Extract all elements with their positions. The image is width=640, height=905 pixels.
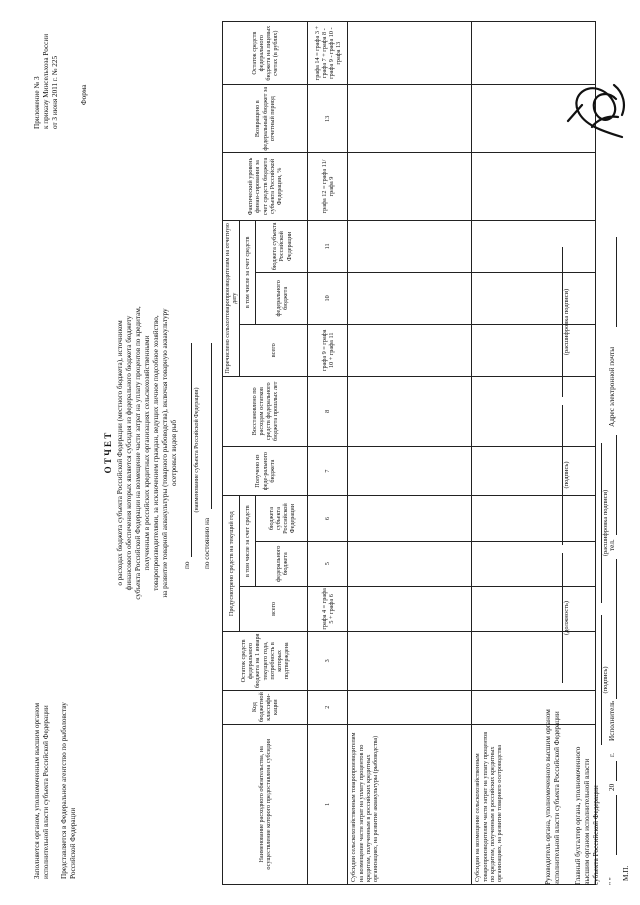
appendix-number: Приложение № 3 xyxy=(33,76,41,129)
table-cell[interactable] xyxy=(472,153,596,221)
head-decode-caption: (расшифровка подписи) xyxy=(563,288,570,356)
col-header-planned: Предусмотрено средств на текущий год xyxy=(223,496,240,632)
col-header-transferred-all: всего xyxy=(240,324,308,376)
header-left-line4: Российской Федерации xyxy=(69,807,77,879)
col-header-received: Получено из феде-рального бюджета xyxy=(223,446,308,496)
table-cell[interactable] xyxy=(472,220,596,272)
table-cell[interactable] xyxy=(348,496,472,541)
col-header-transferred-reg: бюджета субъекта Российской Федерации xyxy=(256,220,308,272)
col-header-returned: Возвращено в федеральный бюджет за отчетный период xyxy=(223,85,308,153)
column-number: 7 xyxy=(308,446,348,496)
date-year: 20 xyxy=(608,783,616,791)
title-line2: финансового обеспечения которых является субсидия из федерального бюджета бюджету xyxy=(125,315,133,591)
col-header-balance: Остаток средств федерального бюджета на 1 января текущего года, потребность в которых подтверждена xyxy=(223,632,308,691)
column-number: 3 xyxy=(308,632,348,691)
table-cell[interactable] xyxy=(348,153,472,221)
col-header-planned-fed: федерального бюджета xyxy=(256,541,308,586)
accountant-sign-caption: (подпись) xyxy=(602,666,609,694)
table-cell[interactable] xyxy=(472,496,596,541)
email-line[interactable] xyxy=(616,237,617,327)
table-cell[interactable] xyxy=(348,586,472,631)
table-cell[interactable] xyxy=(348,541,472,586)
column-number: 8 xyxy=(308,376,348,446)
col-header-transferred: Перечислено сельхозтоваропроизводителям на отчетную дату xyxy=(223,220,240,376)
table-cell[interactable] xyxy=(348,22,472,85)
date-year-line[interactable] xyxy=(616,761,617,781)
email-label: Адрес электронной почты xyxy=(608,346,616,427)
col-header-remaining: Остаток средств федерального бюджета на лицевых счетах (в рублях) xyxy=(223,22,308,85)
title-line6: на развитие товарной аквакультуры (товарного рыбоводства), включая товарную аквакультуру xyxy=(161,308,169,598)
stamp-label: М.П. xyxy=(622,865,630,881)
executor-line[interactable] xyxy=(616,559,617,699)
table-cell[interactable] xyxy=(472,272,596,324)
col-header-transferred-incl: в том числе за счет средств xyxy=(240,220,256,324)
table-cell[interactable] xyxy=(472,324,596,376)
column-number: графа 12 = графа 11/графа 9 xyxy=(308,153,348,221)
table-cell[interactable] xyxy=(472,446,596,496)
form-label: Форма xyxy=(80,84,88,105)
date-line xyxy=(211,343,212,509)
table-cell[interactable] xyxy=(348,446,472,496)
col-header-obligation: Наименование расходного обязательства, на осуществление которого предоставлена субсидия xyxy=(223,724,308,884)
col-header-planned-incl: в том числе за счет средств xyxy=(240,496,256,586)
column-number: 11 xyxy=(308,220,348,272)
appendix-order: к приказу Минсельхоза России xyxy=(42,33,50,129)
report-table xyxy=(222,21,596,885)
table-cell[interactable] xyxy=(472,541,596,586)
col-header-transferred-fed: федерального бюджета xyxy=(256,272,308,324)
column-number: графа 9 = графа 10 + графа 11 xyxy=(308,324,348,376)
accountant-line3: субъекта Российской Федерации xyxy=(592,785,600,885)
col-header-funding-level: Фактический уровень финан-сирования за счет средств бюджета субъекта Российской Федерации, % xyxy=(223,153,308,221)
col-header-planned-reg: бюджета субъекта Российской Федерации xyxy=(256,496,308,541)
header-left-line2: исполнительной власти субъекта Российской Федерации xyxy=(42,705,50,879)
column-number: 13 xyxy=(308,85,348,153)
head-sign-caption: (подпись) xyxy=(563,461,570,489)
title-line4: полученным в российских кредитных организациях сельскохозяйственными xyxy=(143,335,151,571)
accountant-decode-caption: (расшифровка подписи) xyxy=(602,489,609,557)
table-cell[interactable] xyxy=(348,220,472,272)
accountant-line1: Главный бухгалтер органа, уполномоченного xyxy=(574,746,582,885)
date-label: по состоянию на xyxy=(203,517,211,569)
tel-line[interactable] xyxy=(616,435,617,535)
table-cell[interactable] xyxy=(348,85,472,153)
executor-label: Исполнитель xyxy=(608,700,616,741)
column-number: 2 xyxy=(308,690,348,724)
table-cell[interactable] xyxy=(348,690,472,724)
subject-prefix: по xyxy=(183,561,191,569)
date-month-line[interactable] xyxy=(616,795,617,855)
row-label-aquaculture: Субсидии сельскохозяйственным товаропроизводителям на возмещение части затрат на уплату процентов по кредитам, полученным в российских кредитных организациях, на развитие аквакультуры (рыбоводства) xyxy=(348,724,472,884)
title-line1: о расходах бюджета субъекта Российской Федерации (местного бюджета), источником xyxy=(116,320,124,586)
table-cell[interactable] xyxy=(472,376,596,446)
table-cell[interactable] xyxy=(348,324,472,376)
subject-line xyxy=(191,343,192,557)
appendix-date: от 3 июня 2011 г. № 225 xyxy=(51,55,59,129)
head-title-line1: Руководитель органа, уполномоченного высшим органом xyxy=(544,709,552,885)
table-cell[interactable] xyxy=(472,690,596,724)
title-line7: осетровых видов рыб xyxy=(170,419,178,487)
header-left-line3: Представляется в Федеральное агентство по рыболовству xyxy=(60,702,68,879)
row-label-sturgeon: Субсидии на возмещение сельскохозяйственным товаропроизводителям части затрат на уплату процентов по кредитам, полученным в российских кредитных организациях, на развитие товарного осетроводства xyxy=(472,724,596,884)
date-g: г. xyxy=(608,753,616,757)
head-title-line2: исполнительной власти субъекта Российской Федерации xyxy=(553,711,561,885)
table-cell[interactable] xyxy=(348,632,472,691)
table-cell[interactable] xyxy=(472,586,596,631)
report-heading: О Т Ч Е Т xyxy=(103,432,113,474)
column-number: 5 xyxy=(308,541,348,586)
subject-caption: (наименование субъекта Российской Федерации) xyxy=(194,387,200,513)
col-header-planned-all: всего xyxy=(240,586,308,631)
table-row xyxy=(348,22,472,885)
column-number: 6 xyxy=(308,496,348,541)
header-left-line1: Заполняется органом, уполномоченным высшим органом xyxy=(33,702,41,879)
column-number-row xyxy=(308,22,348,885)
date-quote: " " xyxy=(608,877,616,885)
position-caption: (должность) xyxy=(563,600,570,636)
col-header-restored: Восстановлено по расходам остатков средств федерального бюджета прошлых лет xyxy=(223,376,308,446)
column-number: 10 xyxy=(308,272,348,324)
table-cell[interactable] xyxy=(348,272,472,324)
tel-label: тел. xyxy=(608,539,616,551)
table-cell[interactable] xyxy=(348,376,472,446)
column-number: графа 4 = графа 5 + графа 6 xyxy=(308,586,348,631)
column-number: 1 xyxy=(308,724,348,884)
title-line3: субъекта Российской Федерации на возмещение части затрат на уплату процентов по кредитам, xyxy=(134,306,142,600)
table-cell[interactable] xyxy=(472,632,596,691)
column-number: графа 14 = графа 3 + графа 7 + графа 8 - графа 9 - графа 10 - графа 13 xyxy=(308,22,348,85)
accountant-line2: высшим органом исполнительной власти xyxy=(583,758,591,885)
title-line5: товаропроизводителями, за исключением граждан, ведущих личное подсобное хозяйство, xyxy=(152,315,160,591)
col-header-bcc: Код бюджетной классифи-кации xyxy=(223,690,308,724)
handwritten-signature xyxy=(562,75,634,145)
